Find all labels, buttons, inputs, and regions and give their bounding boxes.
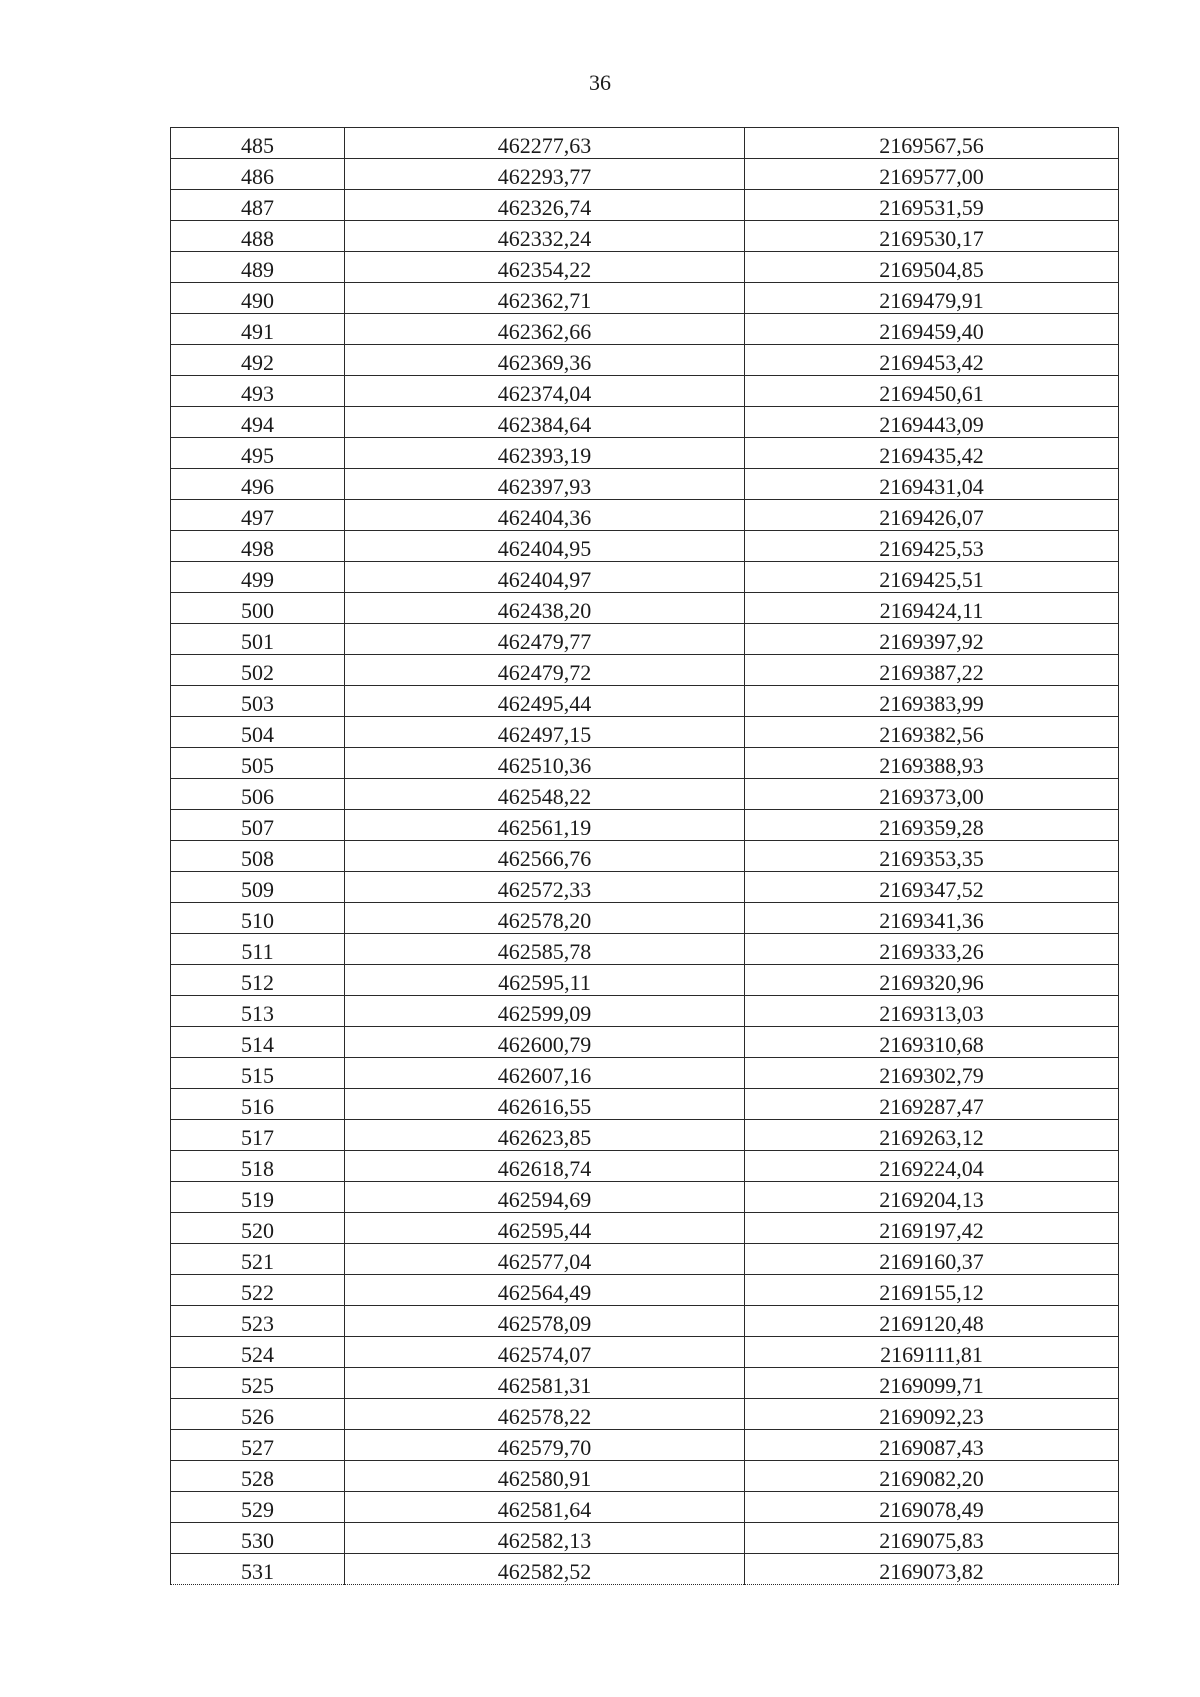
y-coordinate-cell: 2169426,07 <box>745 500 1119 531</box>
point-number-cell: 506 <box>171 779 345 810</box>
point-number-cell: 505 <box>171 748 345 779</box>
x-coordinate-cell: 462404,36 <box>345 500 745 531</box>
y-coordinate-cell: 2169453,42 <box>745 345 1119 376</box>
table-row <box>171 376 1119 407</box>
y-coordinate-cell: 2169425,51 <box>745 562 1119 593</box>
x-coordinate-cell: 462369,36 <box>345 345 745 376</box>
x-coordinate-cell: 462548,22 <box>345 779 745 810</box>
point-number-cell: 529 <box>171 1492 345 1523</box>
y-coordinate-cell: 2169431,04 <box>745 469 1119 500</box>
x-coordinate-cell: 462564,49 <box>345 1275 745 1306</box>
x-coordinate-cell: 462354,22 <box>345 252 745 283</box>
x-coordinate-cell: 462579,70 <box>345 1430 745 1461</box>
x-coordinate-cell: 462574,07 <box>345 1337 745 1368</box>
table-row <box>171 965 1119 996</box>
table-row <box>171 903 1119 934</box>
x-coordinate-cell: 462581,64 <box>345 1492 745 1523</box>
y-coordinate-cell: 2169073,82 <box>745 1554 1119 1585</box>
y-coordinate-cell: 2169313,03 <box>745 996 1119 1027</box>
table-row <box>171 686 1119 717</box>
point-number-cell: 486 <box>171 159 345 190</box>
y-coordinate-cell: 2169424,11 <box>745 593 1119 624</box>
y-coordinate-cell: 2169459,40 <box>745 314 1119 345</box>
coordinates-table-body <box>171 128 1119 1585</box>
y-coordinate-cell: 2169333,26 <box>745 934 1119 965</box>
table-row <box>171 407 1119 438</box>
x-coordinate-cell: 462393,19 <box>345 438 745 469</box>
y-coordinate-cell: 2169197,42 <box>745 1213 1119 1244</box>
point-number-cell: 497 <box>171 500 345 531</box>
x-coordinate-cell: 462577,04 <box>345 1244 745 1275</box>
x-coordinate-cell: 462438,20 <box>345 593 745 624</box>
table-row <box>171 655 1119 686</box>
table-row <box>171 531 1119 562</box>
x-coordinate-cell: 462293,77 <box>345 159 745 190</box>
y-coordinate-cell: 2169204,13 <box>745 1182 1119 1213</box>
table-row <box>171 841 1119 872</box>
x-coordinate-cell: 462582,13 <box>345 1523 745 1554</box>
y-coordinate-cell: 2169388,93 <box>745 748 1119 779</box>
table-row <box>171 221 1119 252</box>
point-number-cell: 527 <box>171 1430 345 1461</box>
point-number-cell: 495 <box>171 438 345 469</box>
table-row <box>171 1461 1119 1492</box>
table-row <box>171 1275 1119 1306</box>
point-number-cell: 519 <box>171 1182 345 1213</box>
x-coordinate-cell: 462623,85 <box>345 1120 745 1151</box>
point-number-cell: 520 <box>171 1213 345 1244</box>
page-number: 36 <box>589 70 611 95</box>
table-row <box>171 593 1119 624</box>
x-coordinate-cell: 462580,91 <box>345 1461 745 1492</box>
x-coordinate-cell: 462585,78 <box>345 934 745 965</box>
table-row <box>171 1213 1119 1244</box>
y-coordinate-cell: 2169359,28 <box>745 810 1119 841</box>
point-number-cell: 499 <box>171 562 345 593</box>
x-coordinate-cell: 462510,36 <box>345 748 745 779</box>
table-row <box>171 1430 1119 1461</box>
y-coordinate-cell: 2169382,56 <box>745 717 1119 748</box>
point-number-cell: 491 <box>171 314 345 345</box>
point-number-cell: 523 <box>171 1306 345 1337</box>
x-coordinate-cell: 462479,72 <box>345 655 745 686</box>
x-coordinate-cell: 462607,16 <box>345 1058 745 1089</box>
x-coordinate-cell: 462404,95 <box>345 531 745 562</box>
table-row <box>171 1368 1119 1399</box>
point-number-cell: 516 <box>171 1089 345 1120</box>
x-coordinate-cell: 462277,63 <box>345 128 745 159</box>
point-number-cell: 510 <box>171 903 345 934</box>
point-number-cell: 528 <box>171 1461 345 1492</box>
x-coordinate-cell: 462374,04 <box>345 376 745 407</box>
x-coordinate-cell: 462497,15 <box>345 717 745 748</box>
x-coordinate-cell: 462566,76 <box>345 841 745 872</box>
point-number-cell: 531 <box>171 1554 345 1585</box>
point-number-cell: 500 <box>171 593 345 624</box>
table-row <box>171 1554 1119 1585</box>
x-coordinate-cell: 462595,44 <box>345 1213 745 1244</box>
y-coordinate-cell: 2169567,56 <box>745 128 1119 159</box>
point-number-cell: 509 <box>171 872 345 903</box>
y-coordinate-cell: 2169397,92 <box>745 624 1119 655</box>
y-coordinate-cell: 2169425,53 <box>745 531 1119 562</box>
x-coordinate-cell: 462578,22 <box>345 1399 745 1430</box>
x-coordinate-cell: 462599,09 <box>345 996 745 1027</box>
table-row <box>171 1523 1119 1554</box>
table-row <box>171 190 1119 221</box>
table-row <box>171 717 1119 748</box>
x-coordinate-cell: 462561,19 <box>345 810 745 841</box>
y-coordinate-cell: 2169160,37 <box>745 1244 1119 1275</box>
coordinates-table <box>170 127 1119 1585</box>
point-number-cell: 487 <box>171 190 345 221</box>
point-number-cell: 508 <box>171 841 345 872</box>
table-row <box>171 159 1119 190</box>
table-row <box>171 779 1119 810</box>
y-coordinate-cell: 2169577,00 <box>745 159 1119 190</box>
y-coordinate-cell: 2169341,36 <box>745 903 1119 934</box>
x-coordinate-cell: 462578,09 <box>345 1306 745 1337</box>
table-row <box>171 810 1119 841</box>
point-number-cell: 494 <box>171 407 345 438</box>
point-number-cell: 488 <box>171 221 345 252</box>
table-row <box>171 934 1119 965</box>
table-row <box>171 748 1119 779</box>
y-coordinate-cell: 2169530,17 <box>745 221 1119 252</box>
point-number-cell: 526 <box>171 1399 345 1430</box>
table-row <box>171 1306 1119 1337</box>
point-number-cell: 512 <box>171 965 345 996</box>
y-coordinate-cell: 2169075,83 <box>745 1523 1119 1554</box>
table-row <box>171 283 1119 314</box>
table-row <box>171 1058 1119 1089</box>
point-number-cell: 530 <box>171 1523 345 1554</box>
table-row <box>171 1027 1119 1058</box>
x-coordinate-cell: 462362,71 <box>345 283 745 314</box>
point-number-cell: 524 <box>171 1337 345 1368</box>
point-number-cell: 503 <box>171 686 345 717</box>
table-row <box>171 562 1119 593</box>
table-row <box>171 1492 1119 1523</box>
x-coordinate-cell: 462594,69 <box>345 1182 745 1213</box>
y-coordinate-cell: 2169450,61 <box>745 376 1119 407</box>
point-number-cell: 489 <box>171 252 345 283</box>
table-row <box>171 252 1119 283</box>
x-coordinate-cell: 462578,20 <box>345 903 745 934</box>
point-number-cell: 522 <box>171 1275 345 1306</box>
point-number-cell: 517 <box>171 1120 345 1151</box>
y-coordinate-cell: 2169099,71 <box>745 1368 1119 1399</box>
y-coordinate-cell: 2169287,47 <box>745 1089 1119 1120</box>
y-coordinate-cell: 2169111,81 <box>745 1337 1119 1368</box>
x-coordinate-cell: 462397,93 <box>345 469 745 500</box>
y-coordinate-cell: 2169504,85 <box>745 252 1119 283</box>
y-coordinate-cell: 2169263,12 <box>745 1120 1119 1151</box>
y-coordinate-cell: 2169435,42 <box>745 438 1119 469</box>
y-coordinate-cell: 2169087,43 <box>745 1430 1119 1461</box>
table-row <box>171 128 1119 159</box>
y-coordinate-cell: 2169353,35 <box>745 841 1119 872</box>
y-coordinate-cell: 2169320,96 <box>745 965 1119 996</box>
y-coordinate-cell: 2169310,68 <box>745 1027 1119 1058</box>
point-number-cell: 507 <box>171 810 345 841</box>
x-coordinate-cell: 462479,77 <box>345 624 745 655</box>
y-coordinate-cell: 2169383,99 <box>745 686 1119 717</box>
table-row <box>171 1151 1119 1182</box>
y-coordinate-cell: 2169302,79 <box>745 1058 1119 1089</box>
x-coordinate-cell: 462404,97 <box>345 562 745 593</box>
table-row <box>171 469 1119 500</box>
point-number-cell: 493 <box>171 376 345 407</box>
x-coordinate-cell: 462581,31 <box>345 1368 745 1399</box>
y-coordinate-cell: 2169224,04 <box>745 1151 1119 1182</box>
table-row <box>171 624 1119 655</box>
y-coordinate-cell: 2169531,59 <box>745 190 1119 221</box>
table-row <box>171 314 1119 345</box>
x-coordinate-cell: 462600,79 <box>345 1027 745 1058</box>
x-coordinate-cell: 462582,52 <box>345 1554 745 1585</box>
point-number-cell: 490 <box>171 283 345 314</box>
table-row <box>171 1182 1119 1213</box>
x-coordinate-cell: 462572,33 <box>345 872 745 903</box>
point-number-cell: 525 <box>171 1368 345 1399</box>
point-number-cell: 513 <box>171 996 345 1027</box>
point-number-cell: 521 <box>171 1244 345 1275</box>
y-coordinate-cell: 2169092,23 <box>745 1399 1119 1430</box>
table-row <box>171 500 1119 531</box>
x-coordinate-cell: 462495,44 <box>345 686 745 717</box>
point-number-cell: 514 <box>171 1027 345 1058</box>
table-row <box>171 996 1119 1027</box>
point-number-cell: 515 <box>171 1058 345 1089</box>
x-coordinate-cell: 462332,24 <box>345 221 745 252</box>
table-row <box>171 345 1119 376</box>
table-row <box>171 1337 1119 1368</box>
point-number-cell: 501 <box>171 624 345 655</box>
y-coordinate-cell: 2169373,00 <box>745 779 1119 810</box>
point-number-cell: 518 <box>171 1151 345 1182</box>
y-coordinate-cell: 2169479,91 <box>745 283 1119 314</box>
y-coordinate-cell: 2169120,48 <box>745 1306 1119 1337</box>
point-number-cell: 496 <box>171 469 345 500</box>
table-row <box>171 1120 1119 1151</box>
x-coordinate-cell: 462326,74 <box>345 190 745 221</box>
table-row <box>171 1089 1119 1120</box>
point-number-cell: 492 <box>171 345 345 376</box>
x-coordinate-cell: 462616,55 <box>345 1089 745 1120</box>
y-coordinate-cell: 2169155,12 <box>745 1275 1119 1306</box>
table-row <box>171 1399 1119 1430</box>
x-coordinate-cell: 462362,66 <box>345 314 745 345</box>
point-number-cell: 511 <box>171 934 345 965</box>
point-number-cell: 485 <box>171 128 345 159</box>
table-row <box>171 872 1119 903</box>
x-coordinate-cell: 462595,11 <box>345 965 745 996</box>
table-row <box>171 438 1119 469</box>
y-coordinate-cell: 2169082,20 <box>745 1461 1119 1492</box>
y-coordinate-cell: 2169078,49 <box>745 1492 1119 1523</box>
table-row <box>171 1244 1119 1275</box>
y-coordinate-cell: 2169443,09 <box>745 407 1119 438</box>
x-coordinate-cell: 462618,74 <box>345 1151 745 1182</box>
y-coordinate-cell: 2169387,22 <box>745 655 1119 686</box>
x-coordinate-cell: 462384,64 <box>345 407 745 438</box>
y-coordinate-cell: 2169347,52 <box>745 872 1119 903</box>
point-number-cell: 504 <box>171 717 345 748</box>
point-number-cell: 498 <box>171 531 345 562</box>
point-number-cell: 502 <box>171 655 345 686</box>
